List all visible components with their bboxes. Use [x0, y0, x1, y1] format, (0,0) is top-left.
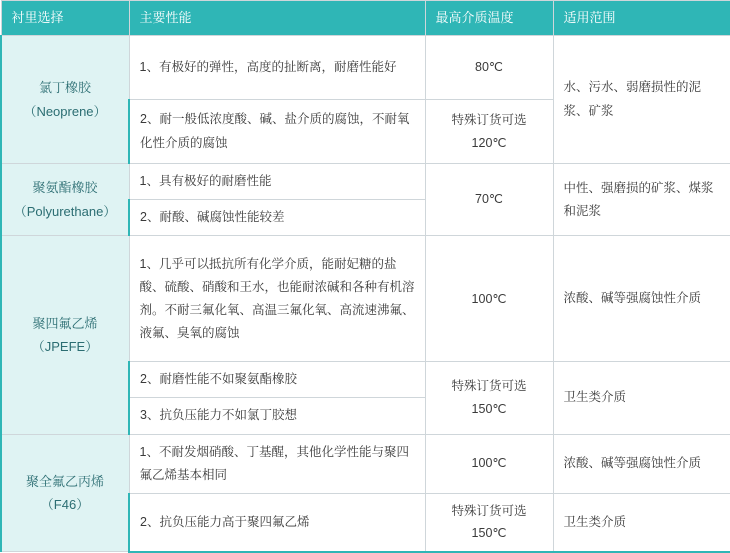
temperature-line1: 特殊订货可选	[451, 113, 527, 128]
temperature-cell	[425, 36, 553, 100]
material-name-line2: （Polyurethane）	[13, 203, 117, 219]
temperature-line1: 100℃	[471, 291, 507, 306]
table-body	[1, 36, 730, 552]
performance-cell: 1、具有极好的耐磨性能	[129, 164, 425, 200]
temperature-line1: 70℃	[475, 192, 503, 207]
column-header-max-medium-temperature: 最高介质温度	[425, 1, 553, 36]
table-header	[1, 1, 730, 36]
column-header-main-performance: 主要性能	[129, 1, 425, 36]
material-name-cell-polyurethane	[1, 164, 129, 236]
material-name-line1: 聚四氟乙烯	[32, 315, 98, 331]
material-name-line1: 氯丁橡胶	[38, 80, 91, 96]
temperature-line2: 120℃	[471, 135, 507, 150]
temperature-cell	[425, 434, 553, 493]
temperature-line2: 150℃	[471, 526, 507, 541]
table-row	[1, 36, 730, 100]
material-name-line1: 聚氨酯橡胶	[32, 180, 98, 196]
temperature-cell	[425, 362, 553, 434]
column-header-lining-selection: 衬里选择	[1, 1, 129, 36]
material-name-cell-f46	[1, 434, 129, 552]
scope-cell: 浓酸、碱等强腐蚀性介质	[553, 434, 730, 493]
scope-cell: 水、污水、弱磨损性的泥浆、矿浆	[553, 36, 730, 164]
material-name-line2: （JPEFE）	[31, 338, 99, 354]
performance-cell: 1、不耐发烟硝酸、丁基醒，其他化学性能与聚四氟乙烯基本相同	[129, 434, 425, 493]
scope-cell: 卫生类介质	[553, 493, 730, 552]
temperature-cell	[425, 493, 553, 552]
performance-cell: 2、耐磨性能不如聚氨酯橡胶	[129, 362, 425, 398]
performance-cell: 3、抗负压能力不如氯丁胶想	[129, 398, 425, 434]
material-name-line1: 聚全氟乙丙烯	[25, 473, 104, 489]
performance-cell: 1、有极好的弹性，高度的扯断离，耐磨性能好	[129, 36, 425, 100]
performance-cell: 2、耐酸、碱腐蚀性能较差	[129, 200, 425, 236]
table-row	[1, 236, 730, 362]
performance-cell: 2、耐一般低浓度酸、碱、盐介质的腐蚀，不耐氧化性介质的腐蚀	[129, 100, 425, 164]
table-row	[1, 164, 730, 200]
scope-cell: 中性、强磨损的矿浆、煤浆和泥浆	[553, 164, 730, 236]
material-name-cell-neoprene	[1, 36, 129, 164]
performance-cell: 1、几乎可以抵抗所有化学介质，能耐妃糖的盐酸、硫酸、硝酸和王水，也能耐浓碱和各种有机溶剂。不耐三氟化氧、高温三氟化氧、高流速沸氟、液氟、臭氧的腐蚀	[129, 236, 425, 362]
table-row	[1, 434, 730, 493]
temperature-cell	[425, 100, 553, 164]
temperature-cell	[425, 164, 553, 236]
temperature-cell	[425, 236, 553, 362]
temperature-line1: 100℃	[471, 456, 507, 471]
performance-cell: 2、抗负压能力高于聚四氟乙烯	[129, 493, 425, 552]
column-header-application-scope: 适用范围	[553, 1, 730, 36]
table-header-row	[1, 1, 730, 36]
temperature-line1: 80℃	[475, 60, 503, 75]
material-name-line2: （F46）	[40, 496, 90, 512]
material-name-cell-jpefe	[1, 236, 129, 434]
scope-cell: 浓酸、碱等强腐蚀性介质	[553, 236, 730, 362]
temperature-line1: 特殊订货可选	[451, 503, 527, 518]
scope-cell: 卫生类介质	[553, 362, 730, 434]
temperature-line2: 150℃	[471, 401, 507, 416]
temperature-line1: 特殊订货可选	[451, 379, 527, 394]
material-name-line2: （Neoprene）	[23, 103, 107, 119]
